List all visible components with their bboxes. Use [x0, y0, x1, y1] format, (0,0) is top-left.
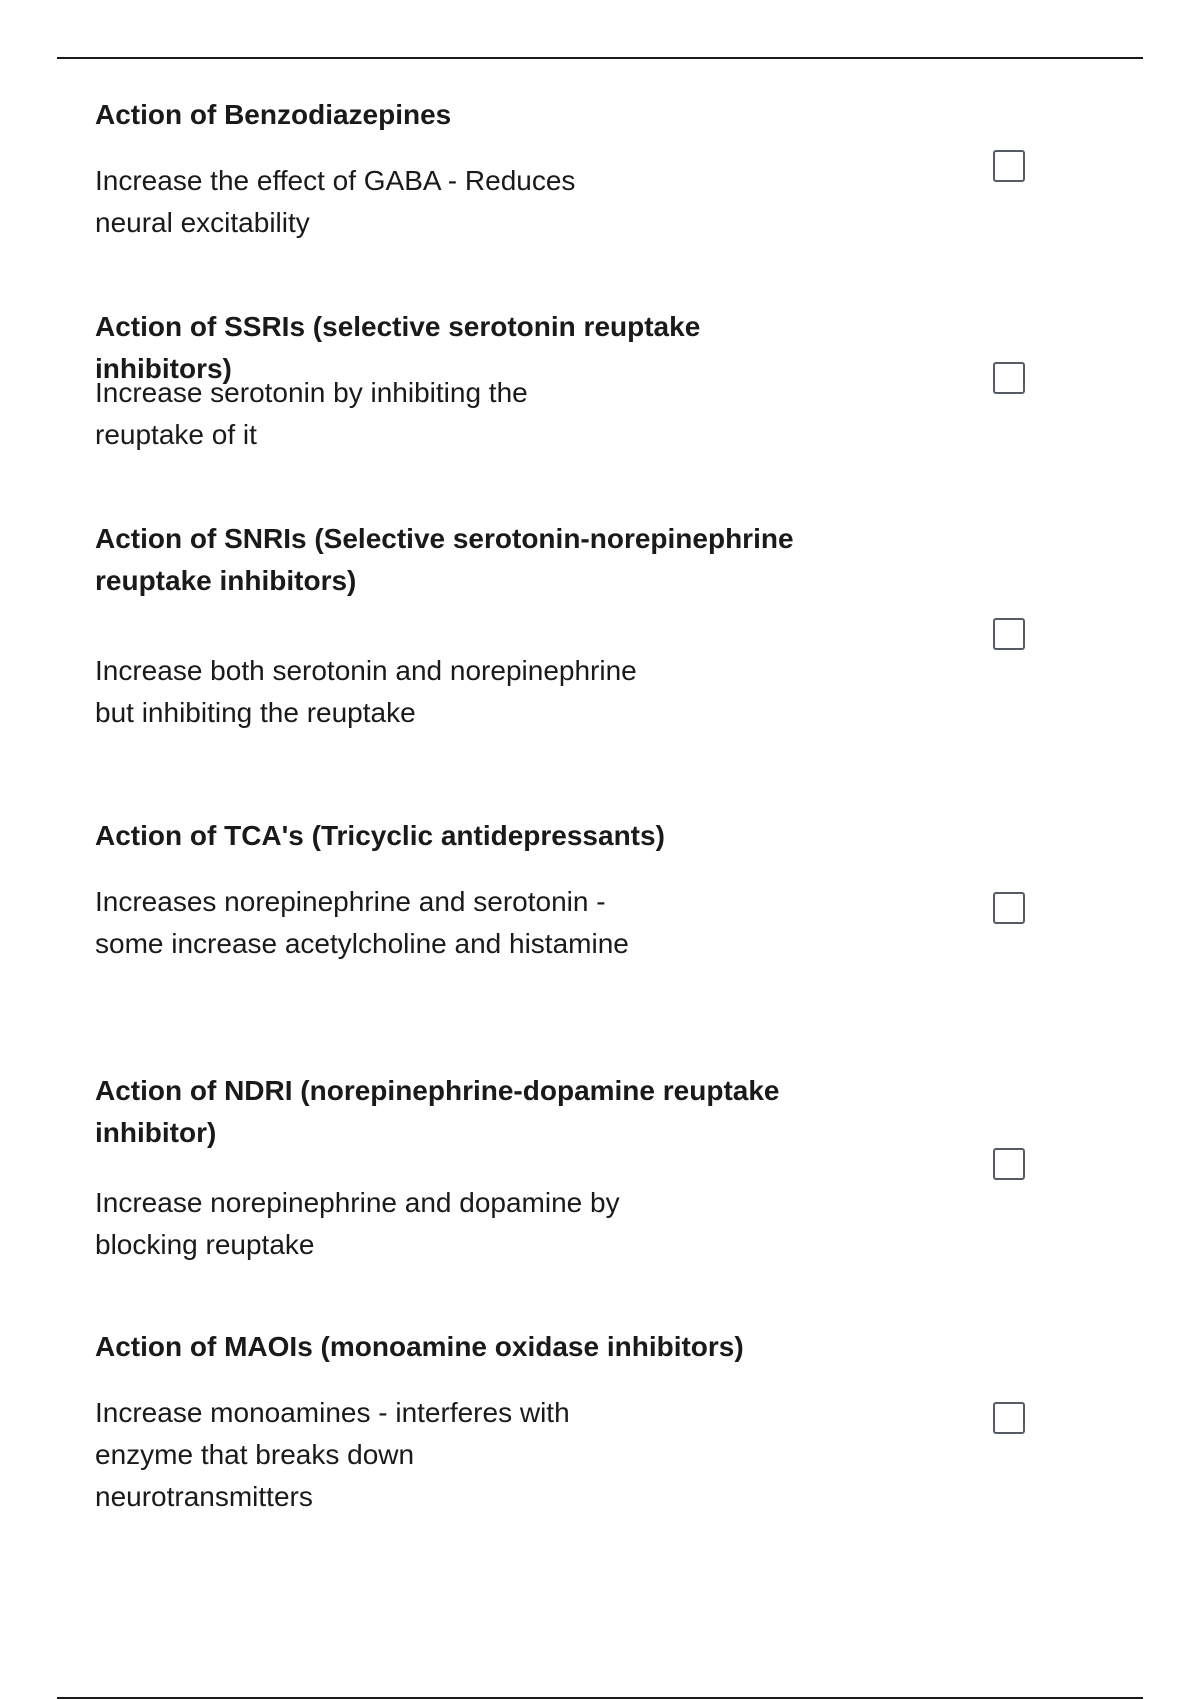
card-term: Action of SSRIs (selective serotonin reuptake inhibitors): [95, 311, 701, 384]
card-definition: Increase norepinephrine and dopamine by blocking reuptake: [95, 1187, 620, 1260]
card-checkbox[interactable]: [993, 362, 1025, 394]
flashcard: [95, 518, 1095, 728]
flashcard: [95, 306, 1095, 450]
top-divider: [57, 57, 1143, 59]
card-term: Action of NDRI (norepinephrine-dopamine reuptake inhibitor): [95, 1075, 780, 1148]
card-term: Action of SNRIs (Selective serotonin-norepinephrine reuptake inhibitors): [95, 523, 794, 596]
card-checkbox[interactable]: [993, 1402, 1025, 1434]
card-term: Action of MAOIs (monoamine oxidase inhibitors): [95, 1331, 744, 1362]
card-definition: Increase the effect of GABA - Reduces neural excitability: [95, 165, 576, 238]
card-checkbox[interactable]: [993, 892, 1025, 924]
flashcard: [95, 94, 1095, 238]
flashcard: [95, 1070, 1095, 1260]
card-definition: Increases norepinephrine and serotonin - some increase acetylcholine and histamine: [95, 886, 629, 959]
card-checkbox[interactable]: [993, 150, 1025, 182]
card-definition: Increase serotonin by inhibiting the reuptake of it: [95, 377, 528, 450]
flashcard: [95, 1326, 1095, 1512]
card-checkbox[interactable]: [993, 618, 1025, 650]
card-definition: Increase both serotonin and norepinephrine but inhibiting the reuptake: [95, 655, 637, 728]
card-checkbox[interactable]: [993, 1148, 1025, 1180]
card-definition: Increase monoamines - interferes with enzyme that breaks down neurotransmitters: [95, 1397, 570, 1512]
bottom-divider: [57, 1697, 1143, 1699]
flashcard: [95, 815, 1095, 959]
card-term: Action of TCA's (Tricyclic antidepressants): [95, 820, 665, 851]
card-term: Action of Benzodiazepines: [95, 99, 452, 130]
